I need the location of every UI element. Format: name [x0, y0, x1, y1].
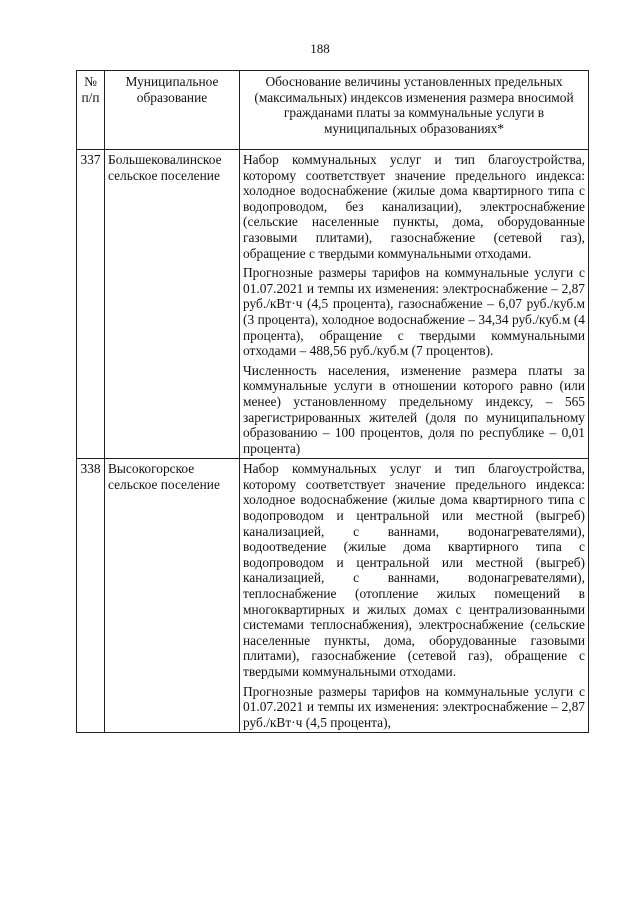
row-municipality: Большековалинское сельское поселение: [105, 150, 240, 459]
row-municipality: Высокогорское сельское поселение: [105, 459, 240, 733]
row-justification: [240, 459, 589, 733]
justification-paragraph: Набор коммунальных услуг и тип благоустройства, которому соответствует значение предельного индекса: холодное водоснабжение (жилые дома квартирного типа с водопроводом и центральной или местной (выгреб) канализацией, с ваннами, водонагревателями), водоотведение (жилые дома квартирного типа с водопроводом и центральной или местной (выгреб) канализацией, с ваннами, водонагревателями), теплоснабжение (отопление жилых помещений в многоквартирных и жилых домах с централизованными системами теплоснабжения), электроснабжение (сельские населенные пункты, дома, оборудованные газовыми плитами), газоснабжение (сетевой газ), обращение с твердыми коммунальными отходами.: [243, 461, 585, 679]
table-row: [77, 150, 589, 459]
table-header-row: [77, 71, 589, 150]
row-number: 337: [77, 150, 105, 459]
page-number: 188: [310, 41, 330, 56]
justification-paragraph: Прогнозные размеры тарифов на коммунальные услуги с 01.07.2021 и темпы их изменения: электроснабжение – 2,87 руб./кВт·ч (4,5 процента),: [243, 683, 585, 730]
header-justification: Обоснование величины установленных предельных (максимальных) индексов изменения размера вносимой гражданами платы за коммунальные услуги в муниципальных образованиях*: [240, 71, 589, 150]
justification-paragraph: Прогнозные размеры тарифов на коммунальные услуги с 01.07.2021 и темпы их изменения: электроснабжение – 2,87 руб./кВт·ч (4,5 процента), газоснабжение – 6,07 руб./куб.м (3 процента), холодное водоснабжение – 34,34 руб./куб.м (4 процента), обращение с твердыми коммунальными отходами – 488,56 руб./куб.м (7 процентов).: [243, 265, 585, 359]
justification-paragraph: Набор коммунальных услуг и тип благоустройства, которому соответствует значение предельного индекса: холодное водоснабжение (жилые дома квартирного типа с водопроводом, без канализации), электроснабжение (сельские населенные пункты, дома, оборудованные газовыми плитами), газоснабжение (сетевой газ), обращение с твердыми коммунальными отходами.: [243, 152, 585, 261]
row-justification: [240, 150, 589, 459]
tariff-table: [76, 70, 589, 733]
row-number: 338: [77, 459, 105, 733]
justification-paragraph: Численность населения, изменение размера платы за коммунальные услуги в отношении которого равно (или менее) установленному предельному индексу, – 565 зарегистрированных жителей (доля по муниципальному образованию – 100 процентов, доля по республике – 0,01 процента): [243, 362, 585, 456]
table-row: [77, 459, 589, 733]
header-num: № п/п: [77, 71, 105, 150]
header-municipality: Муниципальное образование: [105, 71, 240, 150]
